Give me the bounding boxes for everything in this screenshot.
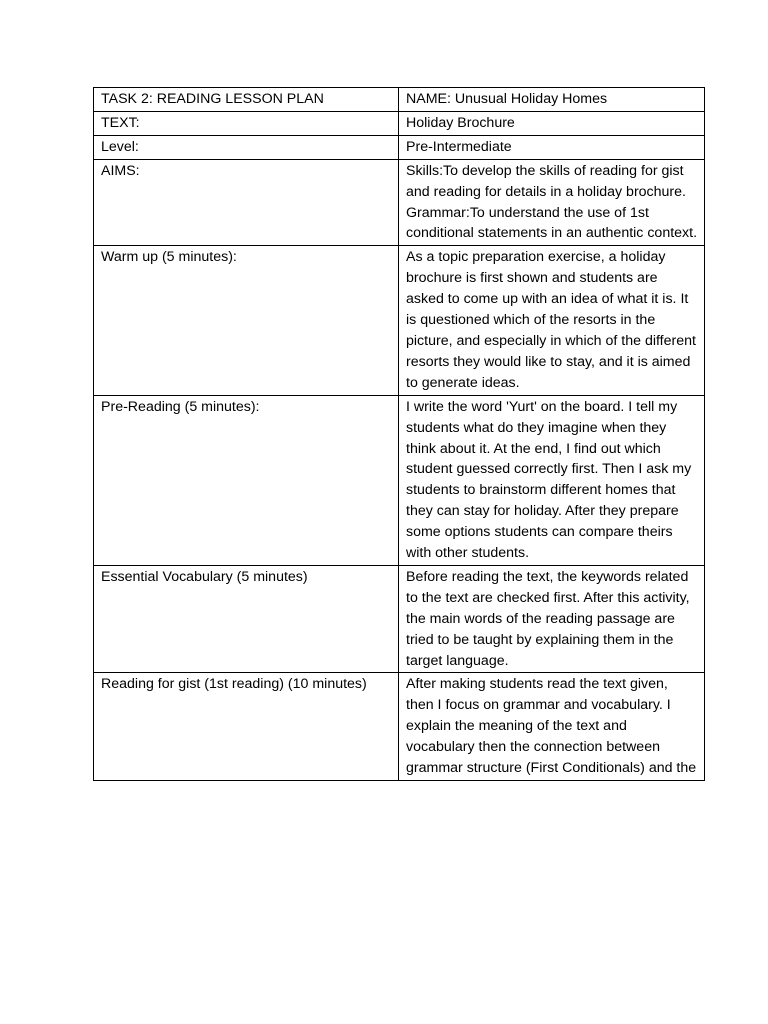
task-label-cell: TASK 2: READING LESSON PLAN: [94, 88, 399, 112]
table-row: [94, 673, 705, 781]
table-row: [94, 395, 705, 565]
text-label-cell: TEXT:: [94, 111, 399, 135]
name-value-cell: NAME: Unusual Holiday Homes: [399, 88, 705, 112]
pre-reading-value-cell: I write the word 'Yurt' on the board. I tell my students what do they imagine when they think about it. At the end, I find out which student guessed correctly first. Then I ask my students to brainstorm different homes that they can stay for holiday. After they prepare some options students can compare theirs with other students.: [399, 395, 705, 565]
reading-gist-label-cell: Reading for gist (1st reading) (10 minutes): [94, 673, 399, 781]
table-row: [94, 88, 705, 112]
pre-reading-label-cell: Pre-Reading (5 minutes):: [94, 395, 399, 565]
level-label-cell: Level:: [94, 135, 399, 159]
text-value-cell: Holiday Brochure: [399, 111, 705, 135]
warm-up-value-cell: As a topic preparation exercise, a holiday brochure is first shown and students are asked to come up with an idea of what it is. It is questioned which of the resorts in the picture, and especially in which of the different resorts they would like to stay, and it is aimed to generate ideas.: [399, 246, 705, 395]
aims-grammar-text: Grammar:To understand the use of 1st conditional statements in an authentic context.: [406, 204, 698, 242]
table-row: [94, 159, 705, 246]
aims-value-cell: [399, 159, 705, 246]
reading-gist-value-cell: After making students read the text given, then I focus on grammar and vocabulary. I explain the meaning of the text and vocabulary then the connection between grammar structure (First Conditionals) and the: [399, 673, 705, 781]
aims-skills-text: Skills:To develop the skills of reading for gist and reading for details in a holiday brochure.: [406, 162, 686, 200]
warm-up-label-cell: Warm up (5 minutes):: [94, 246, 399, 395]
table-row: [94, 246, 705, 395]
table-row: [94, 111, 705, 135]
table-row: [94, 135, 705, 159]
vocabulary-value-cell: Before reading the text, the keywords related to the text are checked first. After this activity, the main words of the reading passage are tried to be taught by explaining them in the target language.: [399, 565, 705, 673]
lesson-plan-table: [93, 87, 705, 781]
table-row: [94, 565, 705, 673]
level-value-cell: Pre-Intermediate: [399, 135, 705, 159]
aims-label-cell: AIMS:: [94, 159, 399, 246]
vocabulary-label-cell: Essential Vocabulary (5 minutes): [94, 565, 399, 673]
